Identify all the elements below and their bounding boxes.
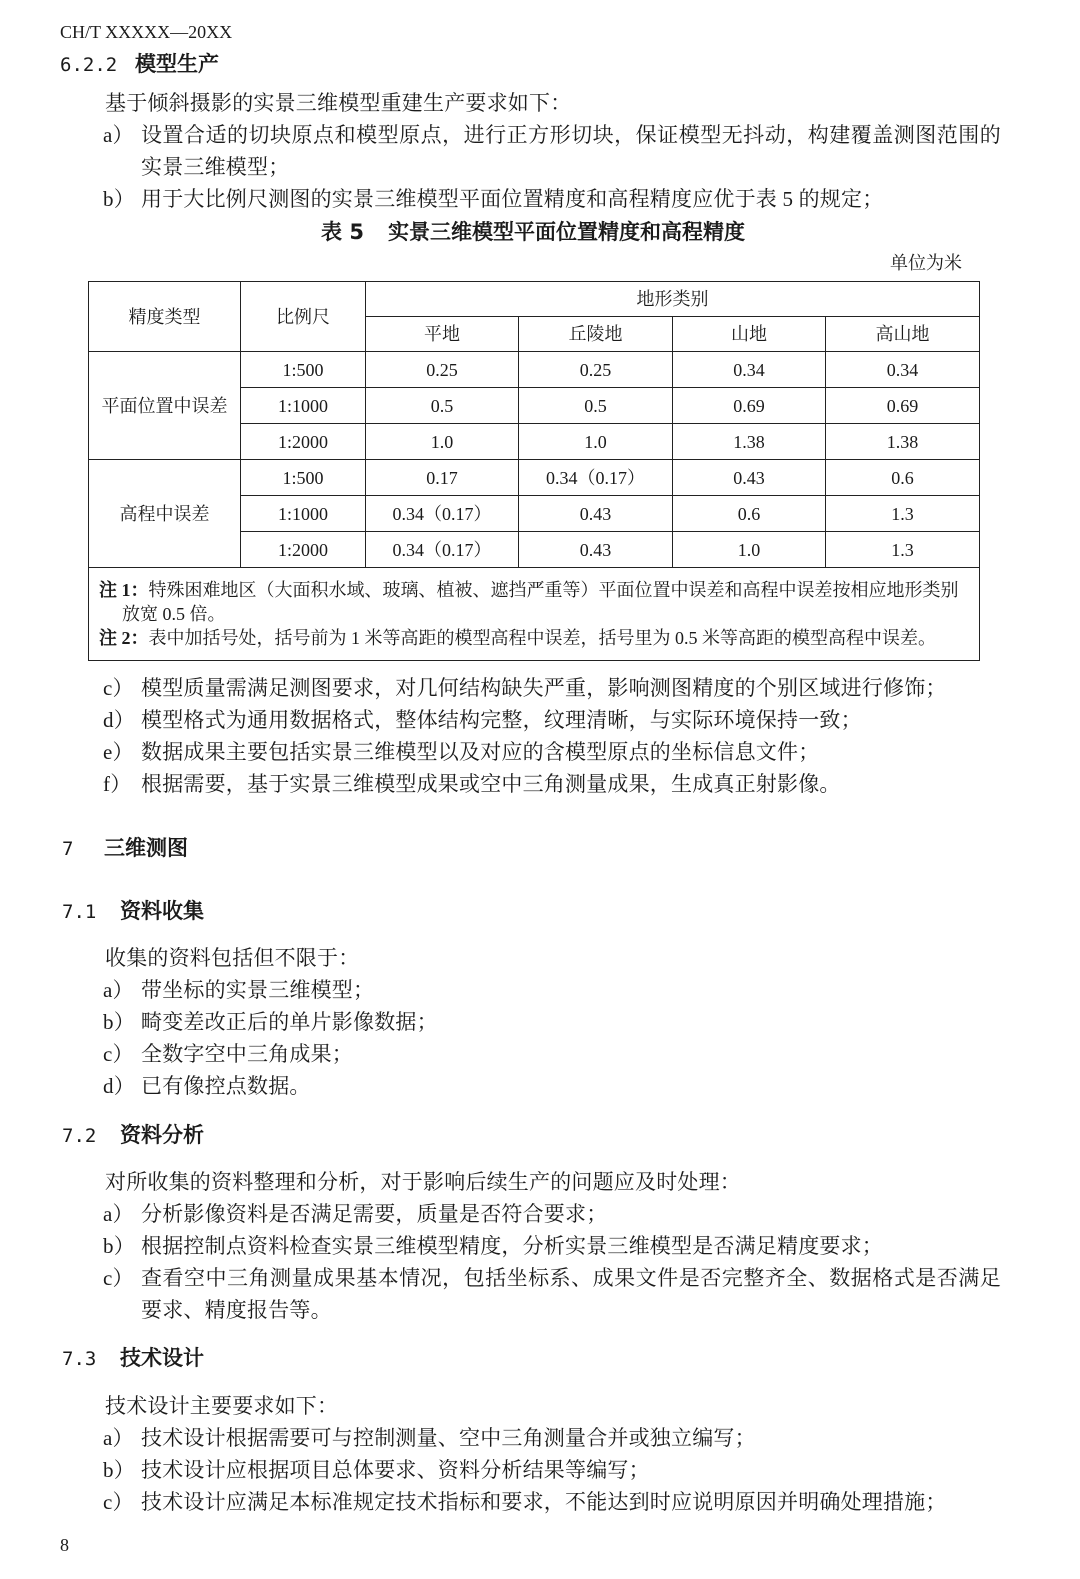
- value-cell: 0.34（0.17）: [366, 532, 519, 568]
- value-cell: 1.38: [673, 424, 826, 460]
- header-terrain-class: 地形类别: [366, 282, 980, 317]
- list-item: [0, 974, 1080, 1006]
- list-item-label: c）: [103, 1490, 134, 1514]
- group-label-planimetric: 平面位置中误差: [89, 352, 241, 460]
- section-heading-6-2-2: [60, 48, 219, 80]
- value-cell: 1.3: [826, 532, 980, 568]
- section-title: 模型生产: [135, 52, 219, 76]
- list-item-text: 已有像控点数据。: [141, 1074, 311, 1098]
- intro-paragraph: 收集的资料包括但不限于：: [105, 946, 360, 970]
- list-item-label: a）: [103, 1202, 134, 1226]
- list-item-label: a）: [103, 1426, 134, 1450]
- standard-code-header: CH/T XXXXX—20XX: [60, 22, 233, 42]
- section-title: 技术设计: [120, 1346, 204, 1370]
- value-cell: 1.0: [519, 424, 673, 460]
- note-label: 注 1：: [99, 580, 149, 600]
- value-cell: 0.17: [366, 460, 519, 496]
- table-note-2: [89, 626, 971, 650]
- section-heading-7-3: [62, 1342, 204, 1374]
- list-item: [0, 119, 1080, 183]
- list-item-label: b）: [103, 1458, 135, 1482]
- section-number: 7.3: [62, 1348, 97, 1370]
- list-item-text: 模型质量需满足测图要求，对几何结构缺失严重，影响测图精度的个别区域进行修饰；: [141, 676, 947, 700]
- value-cell: 0.34: [673, 352, 826, 388]
- list-item: [0, 1262, 1080, 1326]
- section-number: 7.1: [62, 901, 97, 923]
- list-item: [0, 1070, 1080, 1102]
- header-scale: 比例尺: [241, 282, 366, 352]
- table-caption-title: 实景三维模型平面位置精度和高程精度: [387, 220, 745, 244]
- list-item: [0, 736, 1080, 768]
- section-title: 三维测图: [104, 836, 188, 860]
- value-cell: 1.38: [826, 424, 980, 460]
- intro-paragraph: 技术设计主要要求如下：: [105, 1394, 339, 1418]
- scale-cell: 1:2000: [241, 532, 366, 568]
- section-6-2-2-items-after-table: [0, 672, 1080, 800]
- value-cell: 0.6: [826, 460, 980, 496]
- value-cell: 0.25: [366, 352, 519, 388]
- scale-cell: 1:1000: [241, 496, 366, 532]
- header-terrain-high-mountain: 高山地: [826, 317, 980, 352]
- list-item: [0, 1038, 1080, 1070]
- scale-cell: 1:500: [241, 460, 366, 496]
- list-item-text: 数据成果主要包括实景三维模型以及对应的含模型原点的坐标信息文件；: [141, 740, 820, 764]
- value-cell: 1.0: [673, 532, 826, 568]
- list-item-text: 设置合适的切块原点和模型原点，进行正方形切块，保证模型无抖动，构建覆盖测图范围的实景三维模型；: [141, 123, 1001, 179]
- table-notes: [89, 568, 980, 661]
- page-number: 8: [60, 1535, 69, 1555]
- value-cell: 0.5: [519, 388, 673, 424]
- section-number: 7: [62, 838, 74, 860]
- value-cell: 0.5: [366, 388, 519, 424]
- list-item: [0, 1486, 1080, 1518]
- intro-paragraph: 对所收集的资料整理和分析，对于影响后续生产的问题应及时处理：: [105, 1170, 741, 1194]
- section-7-2-body: [0, 1166, 1080, 1326]
- section-title: 资料收集: [120, 899, 204, 923]
- value-cell: 0.69: [673, 388, 826, 424]
- list-item: [0, 1422, 1080, 1454]
- section-number: 6.2.2: [60, 54, 118, 76]
- header-accuracy-type: 精度类型: [89, 282, 241, 352]
- section-heading-7-2: [62, 1119, 204, 1151]
- list-item: [0, 1006, 1080, 1038]
- table-caption: [60, 216, 1006, 248]
- list-item-label: d）: [103, 708, 135, 732]
- list-item-label: b）: [103, 187, 135, 211]
- list-item-text: 技术设计应根据项目总体要求、资料分析结果等编写；: [141, 1458, 650, 1482]
- value-cell: 0.43: [673, 460, 826, 496]
- list-item-label: d）: [103, 1074, 135, 1098]
- section-6-2-2-body: [0, 87, 1080, 215]
- note-text: 特殊困难地区（大面积水域、玻璃、植被、遮挡严重等）平面位置中误差和高程中误差按相应地形类别放宽 0.5 倍。: [122, 580, 959, 624]
- accuracy-table: [88, 281, 980, 661]
- list-item: [0, 704, 1080, 736]
- list-item-label: b）: [103, 1234, 135, 1258]
- value-cell: 0.43: [519, 496, 673, 532]
- value-cell: 0.34（0.17）: [366, 496, 519, 532]
- intro-paragraph: 基于倾斜摄影的实景三维模型重建生产要求如下：: [105, 91, 572, 115]
- section-heading-7: [62, 832, 188, 864]
- value-cell: 0.34（0.17）: [519, 460, 673, 496]
- value-cell: 0.6: [673, 496, 826, 532]
- list-item-label: e）: [103, 740, 134, 764]
- list-item-text: 根据控制点资料检查实景三维模型精度，分析实景三维模型是否满足精度要求；: [141, 1234, 883, 1258]
- list-item-text: 畸变差改正后的单片影像数据；: [141, 1010, 438, 1034]
- list-item-text: 查看空中三角测量成果基本情况，包括坐标系、成果文件是否完整齐全、数据格式是否满足要求、精度报告等。: [141, 1266, 1001, 1322]
- header-terrain-mountain: 山地: [673, 317, 826, 352]
- table-unit: 单位为米: [890, 253, 962, 273]
- list-item-label: f）: [103, 772, 132, 796]
- list-item-text: 根据需要，基于实景三维模型成果或空中三角测量成果，生成真正射影像。: [141, 772, 841, 796]
- list-item-label: c）: [103, 676, 134, 700]
- list-item: [0, 1230, 1080, 1262]
- header-terrain-hilly: 丘陵地: [519, 317, 673, 352]
- section-7-3-body: [0, 1390, 1080, 1518]
- note-label: 注 2：: [99, 628, 149, 648]
- list-item-label: b）: [103, 1010, 135, 1034]
- table-note-1: [89, 578, 971, 626]
- list-item-text: 技术设计应满足本标准规定技术指标和要求，不能达到时应说明原因并明确处理措施；: [141, 1490, 947, 1514]
- list-item-label: c）: [103, 1042, 134, 1066]
- list-item-text: 技术设计根据需要可与控制测量、空中三角测量合并或独立编写；: [141, 1426, 756, 1450]
- list-item-text: 模型格式为通用数据格式，整体结构完整，纹理清晰，与实际环境保持一致；: [141, 708, 862, 732]
- scale-cell: 1:500: [241, 352, 366, 388]
- group-label-elevation: 高程中误差: [89, 460, 241, 568]
- section-number: 7.2: [62, 1125, 97, 1147]
- list-item: [0, 1454, 1080, 1486]
- table-caption-number: 表 5: [321, 220, 364, 244]
- note-text: 表中加括号处，括号前为 1 米等高距的模型高程中误差，括号里为 0.5 米等高距的模型高程中误差。: [148, 628, 936, 648]
- list-item-text: 用于大比例尺测图的实景三维模型平面位置精度和高程精度应优于表 5 的规定；: [141, 187, 884, 211]
- list-item-text: 带坐标的实景三维模型；: [141, 978, 375, 1002]
- table-row: [89, 460, 980, 496]
- list-item-label: a）: [103, 978, 134, 1002]
- list-item: [0, 672, 1080, 704]
- value-cell: 0.69: [826, 388, 980, 424]
- list-item: [0, 183, 1080, 215]
- list-item-label: a）: [103, 123, 134, 147]
- section-heading-7-1: [62, 895, 204, 927]
- list-item-text: 分析影像资料是否满足需要，质量是否符合要求；: [141, 1202, 608, 1226]
- value-cell: 1.0: [366, 424, 519, 460]
- scale-cell: 1:1000: [241, 388, 366, 424]
- value-cell: 1.3: [826, 496, 980, 532]
- list-item: [0, 768, 1080, 800]
- section-7-1-body: [0, 942, 1080, 1102]
- value-cell: 0.25: [519, 352, 673, 388]
- scale-cell: 1:2000: [241, 424, 366, 460]
- list-item: [0, 1198, 1080, 1230]
- table-row: [89, 352, 980, 388]
- value-cell: 0.34: [826, 352, 980, 388]
- list-item-label: c）: [103, 1266, 134, 1290]
- list-item-text: 全数字空中三角成果；: [141, 1042, 353, 1066]
- header-terrain-flat: 平地: [366, 317, 519, 352]
- value-cell: 0.43: [519, 532, 673, 568]
- section-title: 资料分析: [120, 1123, 204, 1147]
